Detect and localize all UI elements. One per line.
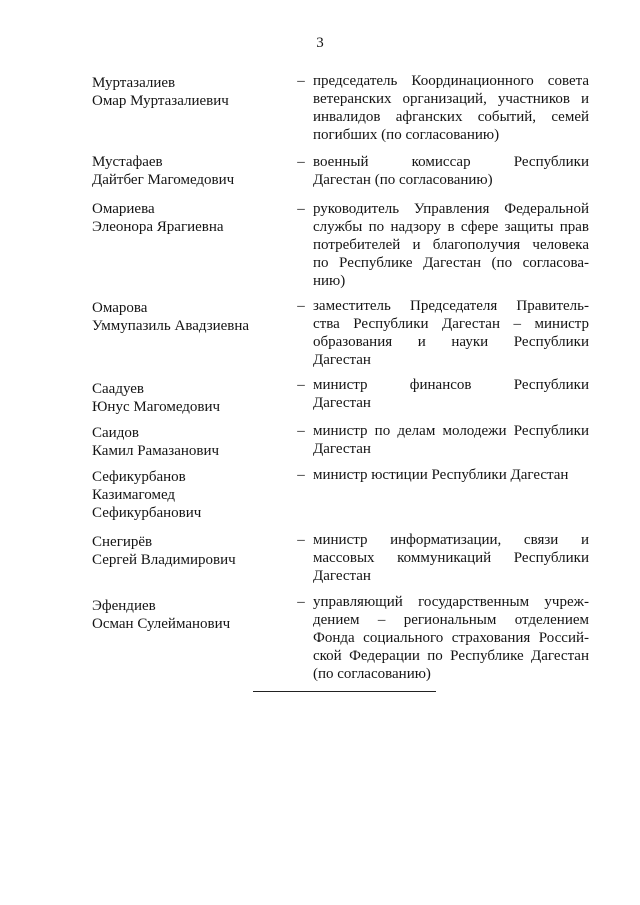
given-names: Уммупазиль Авадзиевна xyxy=(92,318,250,334)
page-number: 3 xyxy=(316,35,324,51)
position-line: Дагестан xyxy=(313,441,371,457)
position-line: (по согласованию) xyxy=(313,666,431,682)
patronymic: Сефикурбанович xyxy=(92,505,202,521)
member-position xyxy=(313,593,589,683)
member-name xyxy=(92,200,282,236)
member-position xyxy=(313,466,589,484)
dash: – xyxy=(297,423,305,439)
position-line: министр по делам молодежи Республики xyxy=(313,423,589,439)
position-line: ветеранских организаций, участников и xyxy=(313,91,589,107)
surname: Омарова xyxy=(92,300,148,316)
closing-rule xyxy=(253,691,436,692)
member-name xyxy=(92,380,282,416)
dash: – xyxy=(297,377,305,393)
surname: Саидов xyxy=(92,425,139,441)
position-line: образования и науки Республики xyxy=(313,334,589,350)
member-position xyxy=(313,531,589,585)
position-line: министр информатизации, связи и xyxy=(313,532,589,548)
member-position xyxy=(313,376,589,412)
surname: Эфендиев xyxy=(92,598,156,614)
position-line: Дагестан xyxy=(313,568,371,584)
surname: Снегирёв xyxy=(92,534,153,550)
member-position xyxy=(313,200,589,290)
given-names: Казимагомед xyxy=(92,487,176,503)
member-name xyxy=(92,533,282,569)
position-line: управляющий государственным учреж- xyxy=(313,594,589,610)
given-names: Дайтбег Магомедович xyxy=(92,172,235,188)
given-names: Омар Муртазалиевич xyxy=(92,93,229,109)
member-name xyxy=(92,597,282,633)
position-line: председатель Координационного совета xyxy=(313,73,589,89)
surname: Саадуев xyxy=(92,381,144,397)
member-position xyxy=(313,422,589,458)
given-names: Камил Рамазанович xyxy=(92,443,220,459)
dash: – xyxy=(297,298,305,314)
member-position xyxy=(313,72,589,144)
dash: – xyxy=(297,154,305,170)
dash: – xyxy=(297,467,305,483)
position-line: Фонда социального страхования Россий- xyxy=(313,630,589,646)
given-names: Осман Сулейманович xyxy=(92,616,231,632)
given-names: Элеонора Ярагиевна xyxy=(92,219,224,235)
member-name xyxy=(92,299,282,335)
dash: – xyxy=(297,73,305,89)
position-line: Дагестан xyxy=(313,395,371,411)
position-line: ской Федерации по Республике Дагестан xyxy=(313,648,589,664)
position-line: ства Республики Дагестан – министр xyxy=(313,316,589,332)
member-name xyxy=(92,468,282,522)
surname: Муртазалиев xyxy=(92,75,176,91)
member-name xyxy=(92,424,282,460)
dash: – xyxy=(297,201,305,217)
member-position xyxy=(313,153,589,189)
position-line: дением – региональным отделением xyxy=(313,612,589,628)
position-line: инвалидов афганских событий, семей xyxy=(313,109,589,125)
member-name xyxy=(92,74,282,110)
surname: Омариева xyxy=(92,201,155,217)
position-line: службы по надзору в сфере защиты прав xyxy=(313,219,589,235)
position-line: Дагестан (по согласованию) xyxy=(313,172,493,188)
dash: – xyxy=(297,594,305,610)
position-line: погибших (по согласованию) xyxy=(313,127,500,143)
position-line: заместитель Председателя Правитель- xyxy=(313,298,589,314)
position-line: министр юстиции Республики Дагестан xyxy=(313,467,569,483)
position-line: министр финансов Республики xyxy=(313,377,589,393)
surname: Сефикурбанов xyxy=(92,469,186,485)
position-line: военный комиссар Республики xyxy=(313,154,589,170)
position-line: потребителей и благополучия человека xyxy=(313,237,589,253)
position-line: Дагестан xyxy=(313,352,371,368)
surname: Мустафаев xyxy=(92,154,163,170)
dash: – xyxy=(297,532,305,548)
member-name xyxy=(92,153,282,189)
position-line: нию) xyxy=(313,273,346,289)
position-line: массовых коммуникаций Республики xyxy=(313,550,589,566)
position-line: по Республике Дагестан (по согласова- xyxy=(313,255,589,271)
given-names: Сергей Владимирович xyxy=(92,552,236,568)
position-line: руководитель Управления Федеральной xyxy=(313,201,589,217)
member-position xyxy=(313,297,589,369)
given-names: Юнус Магомедович xyxy=(92,399,221,415)
